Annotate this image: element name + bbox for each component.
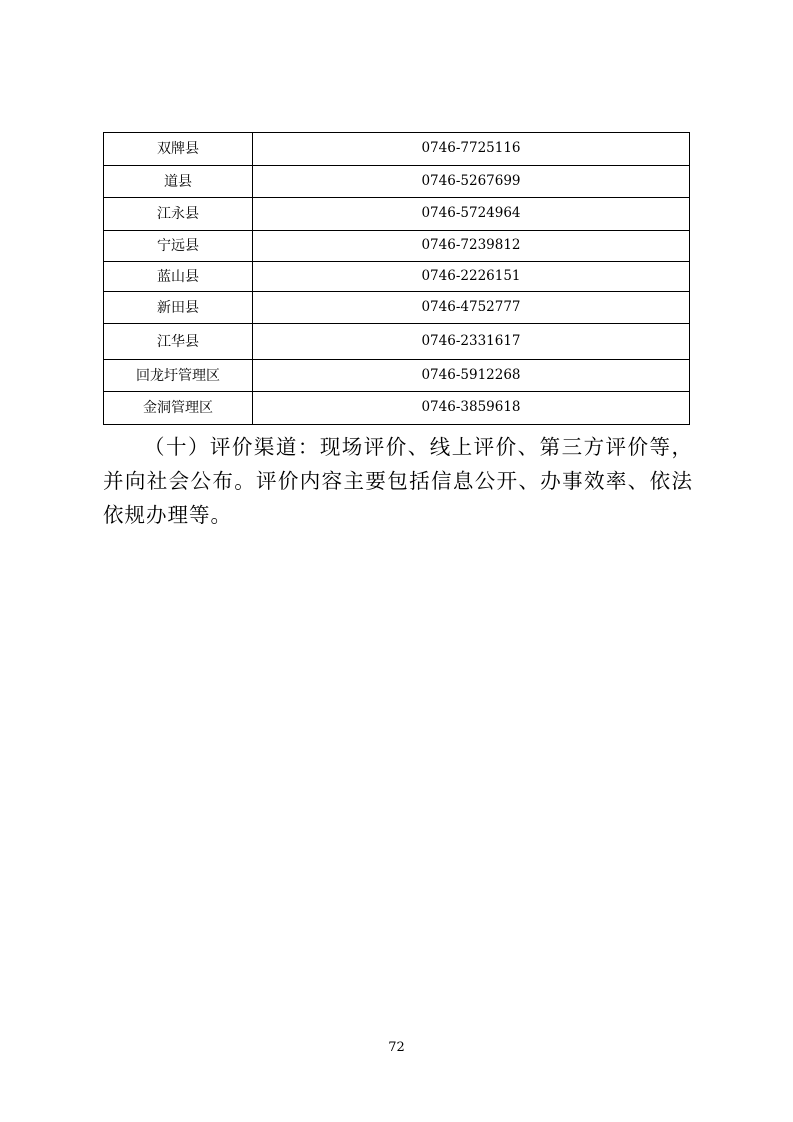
table-row (104, 231, 690, 262)
table-row (104, 392, 690, 425)
contact-table (103, 132, 690, 425)
phone-number: 0746-3859618 (253, 392, 690, 425)
county-name: 江华县 (104, 324, 253, 360)
table-row (104, 324, 690, 360)
county-name: 江永县 (104, 198, 253, 231)
table-row (104, 262, 690, 292)
phone-number: 0746-5267699 (253, 166, 690, 198)
phone-number: 0746-2331617 (253, 324, 690, 360)
phone-number: 0746-4752777 (253, 292, 690, 324)
phone-number: 0746-5912268 (253, 360, 690, 392)
evaluation-channel-paragraph: （十）评价渠道：现场评价、线上评价、第三方评价等，并向社会公布。评价内容主要包括信息公开、办事效率、依法依规办理等。 (103, 435, 693, 527)
table-row (104, 198, 690, 231)
page-number: 72 (388, 1040, 405, 1055)
county-name: 道县 (104, 166, 253, 198)
phone-number: 0746-7725116 (253, 133, 690, 166)
county-name: 回龙圩管理区 (104, 360, 253, 392)
county-name: 双牌县 (104, 133, 253, 166)
table-row (104, 133, 690, 166)
county-name: 新田县 (104, 292, 253, 324)
phone-number: 0746-5724964 (253, 198, 690, 231)
phone-number: 0746-7239812 (253, 231, 690, 262)
table-row (104, 292, 690, 324)
table-row (104, 166, 690, 198)
phone-number: 0746-2226151 (253, 262, 690, 292)
table-row (104, 360, 690, 392)
county-name: 宁远县 (104, 231, 253, 262)
county-name: 蓝山县 (104, 262, 253, 292)
county-name: 金洞管理区 (104, 392, 253, 425)
